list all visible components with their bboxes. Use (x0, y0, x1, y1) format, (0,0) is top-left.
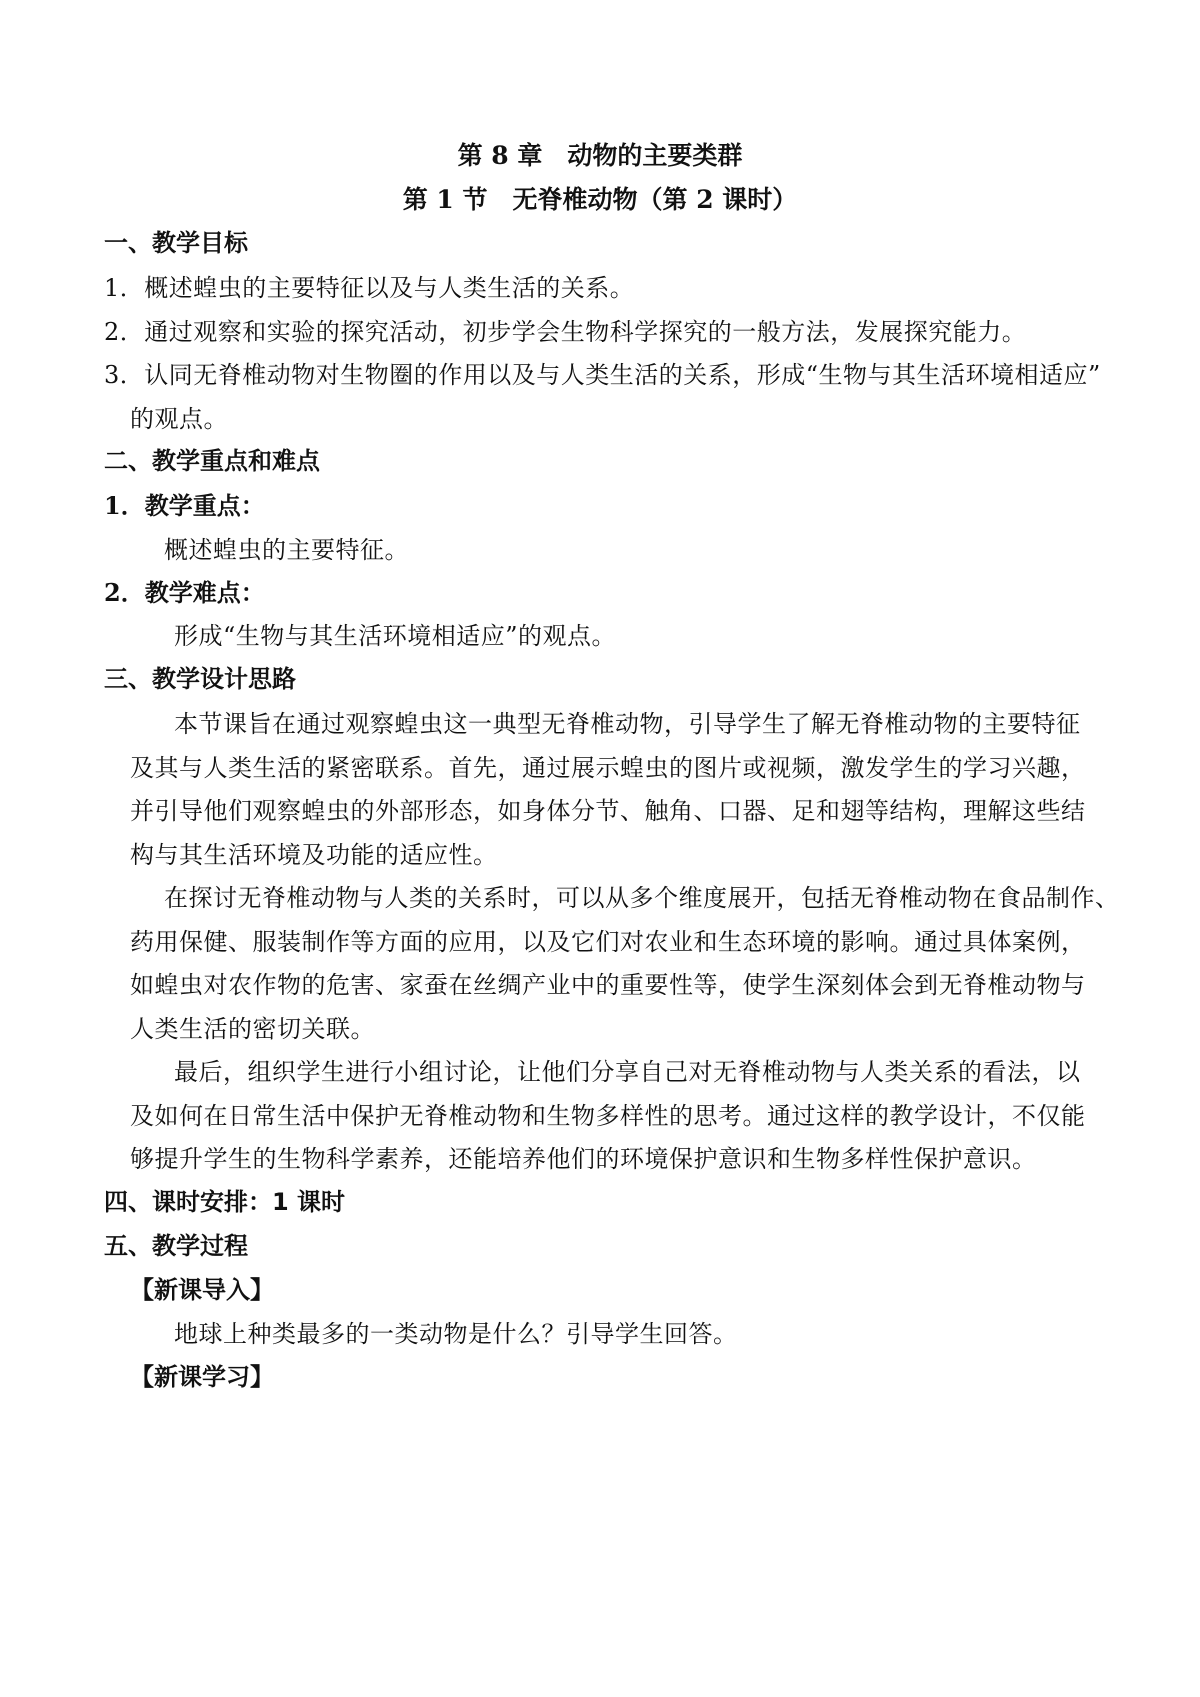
heading-teaching-process: 五、教学过程 (104, 1232, 248, 1260)
key-point-text: 概述蝗虫的主要特征。 (164, 536, 409, 564)
goal-item-2: 2．通过观察和实验的探究活动，初步学会生物科学探究的一般方法，发展探究能力。 (104, 318, 1027, 346)
design-paragraph-line: 药用保健、服装制作等方面的应用，以及它们对农业和生态环境的影响。通过具体案例， (130, 928, 1086, 956)
design-paragraph-line: 及如何在日常生活中保护无脊椎动物和生物多样性的思考。通过这样的教学设计，不仅能 (130, 1102, 1086, 1130)
goal-item-3: 3．认同无脊椎动物对生物圈的作用以及与人类生活的关系，形成“生物与其生活环境相适应” (104, 361, 1101, 389)
design-paragraph-line: 够提升学生的生物科学素养，还能培养他们的环境保护意识和生物多样性保护意识。 (130, 1145, 1037, 1173)
heading-teaching-goals: 一、教学目标 (104, 229, 248, 257)
design-paragraph-line: 如蝗虫对农作物的危害、家蚕在丝绸产业中的重要性等，使学生深刻体会到无脊椎动物与 (130, 971, 1086, 999)
design-paragraph-line: 本节课旨在通过观察蝗虫这一典型无脊椎动物，引导学生了解无脊椎动物的主要特征 (174, 710, 1081, 738)
difficulty-label: 2．教学难点： (104, 578, 265, 607)
heading-design-idea: 三、教学设计思路 (104, 665, 296, 693)
key-point-label: 1．教学重点： (104, 491, 265, 520)
section-title: 第 1 节 无脊椎动物（第 2 课时） (402, 185, 798, 214)
goal-item-1: 1．概述蝗虫的主要特征以及与人类生活的关系。 (104, 274, 635, 302)
design-paragraph-line: 构与其生活环境及功能的适应性。 (130, 841, 498, 869)
new-lesson-intro-label: 【新课导入】 (130, 1275, 274, 1304)
new-lesson-intro-text: 地球上种类最多的一类动物是什么？引导学生回答。 (174, 1320, 738, 1348)
design-paragraph-line: 及其与人类生活的紧密联系。首先，通过展示蝗虫的图片或视频，激发学生的学习兴趣， (130, 754, 1086, 782)
design-paragraph-line: 并引导他们观察蝗虫的外部形态，如身体分节、触角、口器、足和翅等结构，理解这些结 (130, 797, 1086, 825)
chapter-title: 第 8 章 动物的主要类群 (457, 141, 743, 170)
design-paragraph-line: 人类生活的密切关联。 (130, 1015, 375, 1043)
new-lesson-study-label: 【新课学习】 (130, 1362, 274, 1391)
heading-key-points: 二、教学重点和难点 (104, 447, 320, 475)
design-paragraph-line: 最后，组织学生进行小组讨论，让他们分享自己对无脊椎动物与人类关系的看法，以 (174, 1058, 1081, 1086)
heading-class-schedule: 四、课时安排：1 课时 (104, 1188, 346, 1216)
goal-item-3-continued: 的观点。 (130, 405, 228, 433)
design-paragraph-line: 在探讨无脊椎动物与人类的关系时，可以从多个维度展开，包括无脊椎动物在食品制作、 (164, 884, 1120, 912)
difficulty-text: 形成“生物与其生活环境相适应”的观点。 (174, 622, 617, 650)
